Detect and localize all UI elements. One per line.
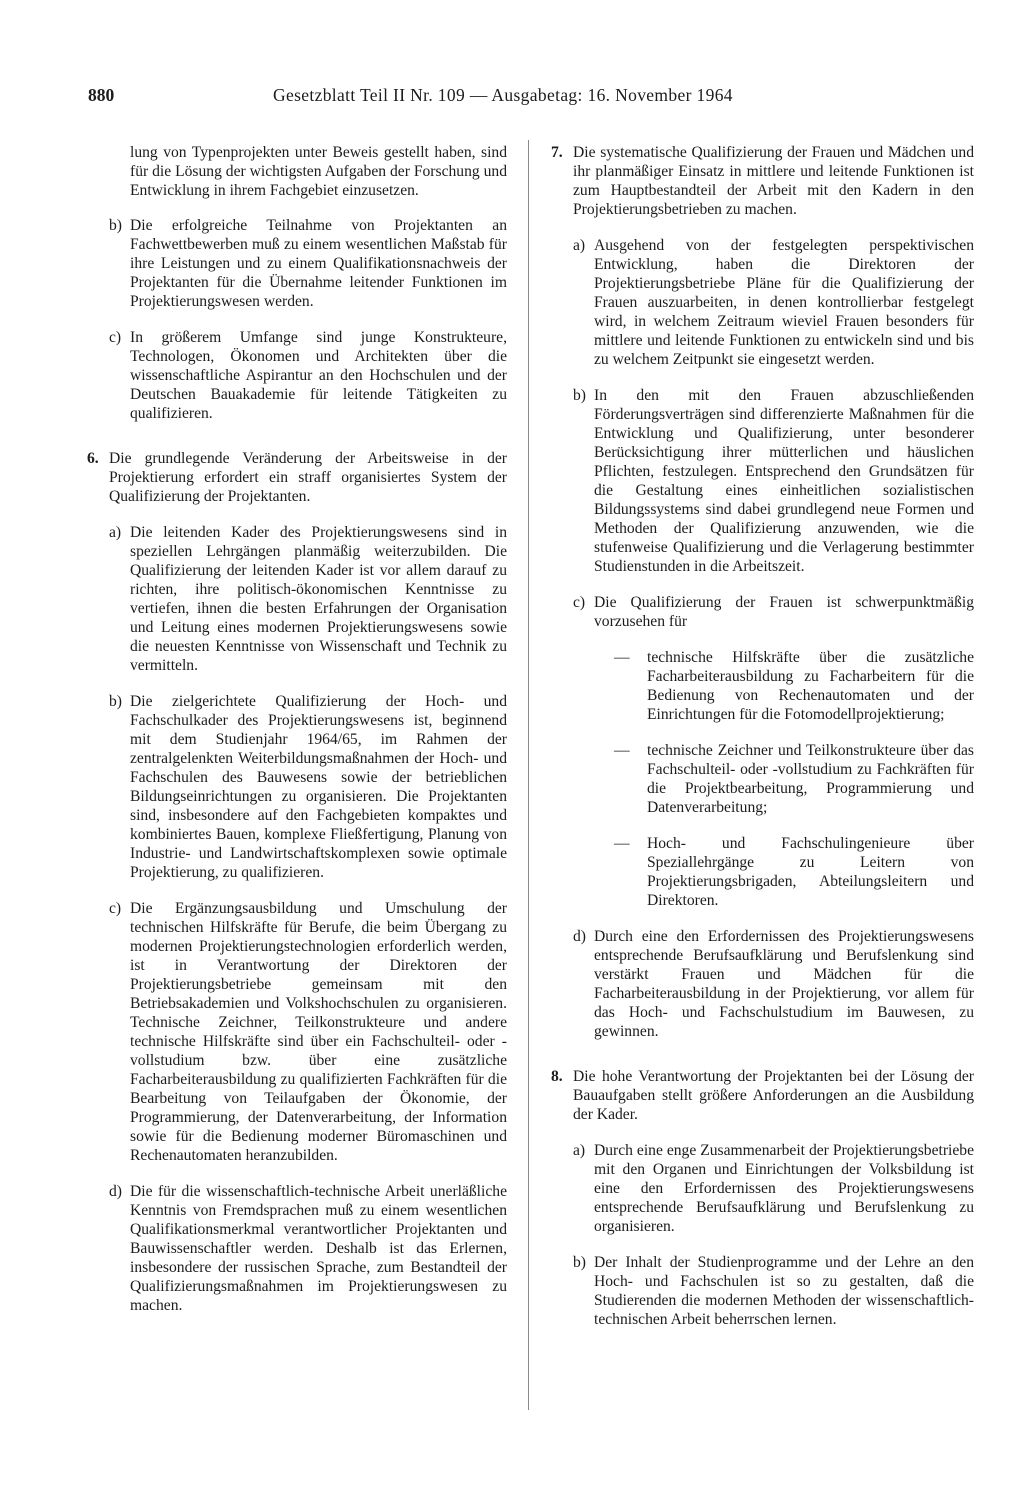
section-heading — [551, 1067, 974, 1124]
section-text: Die systematische Qualifizierung der Frauen und Mädchen und ihr planmäßiger Einsatz in mittlere und leitende Funktionen ist zum Hauptbestandteil der Arbeit mit den Kadern in den Projektierungsbetrieben zu machen. — [573, 144, 974, 218]
item-label: a) — [109, 524, 122, 541]
item-text: In größerem Umfange sind junge Konstrukteure, Technologen, Ökonomen und Architekten über die wissenschaftliche Aspirantur an den Hochschulen und der Deutschen Bauakademie für leitende Tätigkeiten zu qualifizieren. — [130, 329, 507, 422]
item-text: Die leitenden Kader des Projektierungswesens sind in speziellen Lehrgängen planmäßig weiterzubilden. Die Qualifizierung der leitenden Kader ist vor allem darauf zu richten, ihre politisch-ökonomischen Kenntnisse zu vertiefen, ihnen die besten Erfahrungen der Organisation und Leitung eines modernen Projektierungswesens sowie die neuesten Kenntnisse von Wissenschaft und Technik zu vermitteln. — [130, 524, 507, 674]
section-text: Die hohe Verantwortung der Projektanten bei der Lösung der Bauaufgaben stellt größere Anforderungen an die Ausbildung der Kader. — [573, 1068, 974, 1123]
item-text: Die Ergänzungsausbildung und Umschulung der technischen Hilfskräfte für Berufe, die beim Übergang zu modernen Projektierungstechnologien erforderlich werden, ist in Verantwortung der Direktoren der Projektierungsbetriebe gemeinsam mit den Betriebsakademien und Volkshochschulen zu organisieren. Technische Zeichner, Teilkonstrukteure und andere technische Hilfskräfte sind über ein Fachschulteil- oder -vollstudium bzw. über eine zusätzliche Facharbeiterausbildung zu qualifizierten Fachkräften für die Bearbeitung von Teilaufgaben der Ökonomie, der Programmierung, der Datenverarbeitung, der Information sowie für die Bedienung moderner Büromaschinen und Rechenautomaten heranzubilden. — [130, 900, 507, 1164]
dash-mark: — — [614, 835, 630, 852]
list-item — [573, 236, 974, 369]
header-title: Gesetzblatt Teil II Nr. 109 — Ausgabetag: 16. November 1964 — [273, 85, 733, 105]
dash-mark: — — [614, 649, 630, 666]
dash-list-item — [614, 741, 974, 817]
list-item — [109, 899, 507, 1165]
list-item — [573, 1253, 974, 1329]
dash-list-item — [614, 648, 974, 724]
section-heading — [87, 449, 507, 506]
continued-paragraph: lung von Typenprojekten unter Beweis gestellt haben, sind für die Lösung der wichtigsten Aufgaben der Forschung und Entwicklung in ihrem Fachgebiet einzusetzen. — [130, 144, 507, 199]
item-label: c) — [573, 594, 586, 611]
section-text: Die grundlegende Veränderung der Arbeitsweise in der Projektierung erfordert ein straff organisiertes System der Qualifizierung der Projektanten. — [109, 450, 507, 505]
page-header — [88, 82, 788, 108]
list-item — [573, 927, 974, 1041]
dash-mark: — — [614, 742, 630, 759]
item-text: Ausgehend von der festgelegten perspektivischen Entwicklung, haben die Direktoren der Projektierungsbetriebe Pläne für die Qualifizierung der Frauen auszuarbeiten, in denen kontrollierbar festgelegt wird, in welchem Zeitraum wieviel Frauen besonders für mittlere und leitende Funktionen zu entwickeln sind und bis zu welchem Zeitpunkt sie eingesetzt werden. — [594, 237, 974, 368]
item-body — [594, 593, 974, 910]
list-item — [573, 593, 974, 910]
item-label: d) — [109, 1183, 122, 1200]
list-item — [109, 216, 507, 311]
page-number: 880 — [88, 85, 115, 105]
item-label: b) — [109, 217, 122, 234]
item-label: c) — [109, 329, 122, 346]
list-item — [573, 1141, 974, 1236]
item-text: Der Inhalt der Studienprogramme und der Lehre an den Hoch- und Fachschulen ist so zu gestalten, daß die Studierenden die modernen Methoden der wissenschaftlich-technischen Arbeit beherrschen lernen. — [594, 1254, 974, 1328]
section-7 — [551, 143, 974, 1041]
list-item — [109, 692, 507, 882]
item-label: c) — [109, 900, 122, 917]
section-6 — [87, 449, 507, 1315]
item-label: b) — [573, 387, 586, 404]
item-label: b) — [109, 693, 122, 710]
right-column — [551, 143, 974, 1329]
item-text: Durch eine enge Zusammenarbeit der Projektierungsbetriebe mit den Organen und Einrichtungen der Volksbildung ist eine den Erfordernissen des Projektierungswesens entsprechende Berufsaufklärung und Berufslenkung zu organisieren. — [594, 1142, 974, 1235]
section-heading — [551, 143, 974, 219]
item-text: Die zielgerichtete Qualifizierung der Hoch- und Fachschulkader des Projektierungswesens ist, beginnend mit dem Studienjahr 1964/65, im Rahmen der zentralgelenkten Weiterbildungsmaßnahmen der Hoch- und Fachschulen des Bauwesens sowie der betrieblichen Bildungseinrichtungen zu organisieren. Die Projektanten sind, insbesondere auf den Fachgebieten kompaktes und kombiniertes Bauen, komplexe Fließfertigung, Planung von Industrie- und Landwirtschaftskomplexen sowie optimale Projektierung, zu qualifizieren. — [130, 693, 507, 881]
item-label: b) — [573, 1254, 586, 1271]
list-item — [109, 328, 507, 423]
section-8 — [551, 1067, 974, 1329]
item-text: Die Qualifizierung der Frauen ist schwerpunktmäßig vorzusehen für — [594, 594, 974, 630]
dash-text: Hoch- und Fachschulingenieure über Speziallehrgänge zu Leitern von Projektierungsbrigaden, Abteilungsleitern und Direktoren. — [647, 835, 974, 909]
item-label: a) — [573, 1142, 586, 1159]
column-divider — [528, 140, 529, 1410]
item-label: a) — [573, 237, 586, 254]
list-item — [109, 523, 507, 675]
dash-text: technische Hilfskräfte über die zusätzliche Facharbeiterausbildung zu Facharbeitern für die Bedienung von Rechenautomaten und der Einrichtungen für die Fotomodellprojektierung; — [647, 649, 974, 723]
dash-list-item — [614, 834, 974, 910]
section-number: 8. — [551, 1068, 563, 1085]
left-column — [87, 143, 507, 1315]
dash-text: technische Zeichner und Teilkonstrukteure über das Fachschulteil- oder -vollstudium zu Fachkräften für die Projektbearbeitung, Programmierung und Datenverarbeitung; — [647, 742, 974, 816]
section-number: 7. — [551, 144, 563, 161]
item-text: Die erfolgreiche Teilnahme von Projektanten an Fachwettbewerben muß zu einem wesentlichen Maßstab für ihre Leistungen und zu einem Qualifikationsnachweis der Projektanten für die Übernahme leitender Funktionen im Projektierungswesen werden. — [130, 217, 507, 310]
item-label: d) — [573, 928, 586, 945]
item-text: Durch eine den Erfordernissen des Projektierungswesens entsprechende Berufsaufklärung und Berufslenkung sind verstärkt Frauen und Mädchen für die Facharbeiterausbildung in der Projektierung, vor allem für das Hoch- und Fachschulstudium im Bauwesen, zu gewinnen. — [594, 928, 974, 1040]
list-item — [573, 386, 974, 576]
item-text: In den mit den Frauen abzuschließenden Förderungsverträgen sind differenzierte Maßnahmen für die Entwicklung und Qualifizierung, unter besonderer Berücksichtigung ihrer mütterlichen und häuslichen Pflichten, festzulegen. Entsprechend den Grundsätzen für die Gestaltung eines einheitlichen sozialistischen Bildungssystems sind dabei grundlegend neue Formen und Methoden der Qualifizierung anzuwenden, wie die stufenweise Qualifizierung und die Verlagerung bestimmter Studienstunden in die Arbeitszeit. — [594, 387, 974, 575]
item-text: Die für die wissenschaftlich-technische Arbeit unerläßliche Kenntnis von Fremdsprachen muß zu einem wesentlichen Qualifikationsmerkmal verantwortlicher Projektanten und Bauwissenschaftler werden. Deshalb ist das Erlernen, insbesondere der russischen Sprache, zum Bestandteil der Qualifizierungsmaßnahmen im Projektierungswesen zu machen. — [130, 1183, 507, 1314]
section-number: 6. — [87, 450, 99, 467]
list-item — [109, 1182, 507, 1315]
